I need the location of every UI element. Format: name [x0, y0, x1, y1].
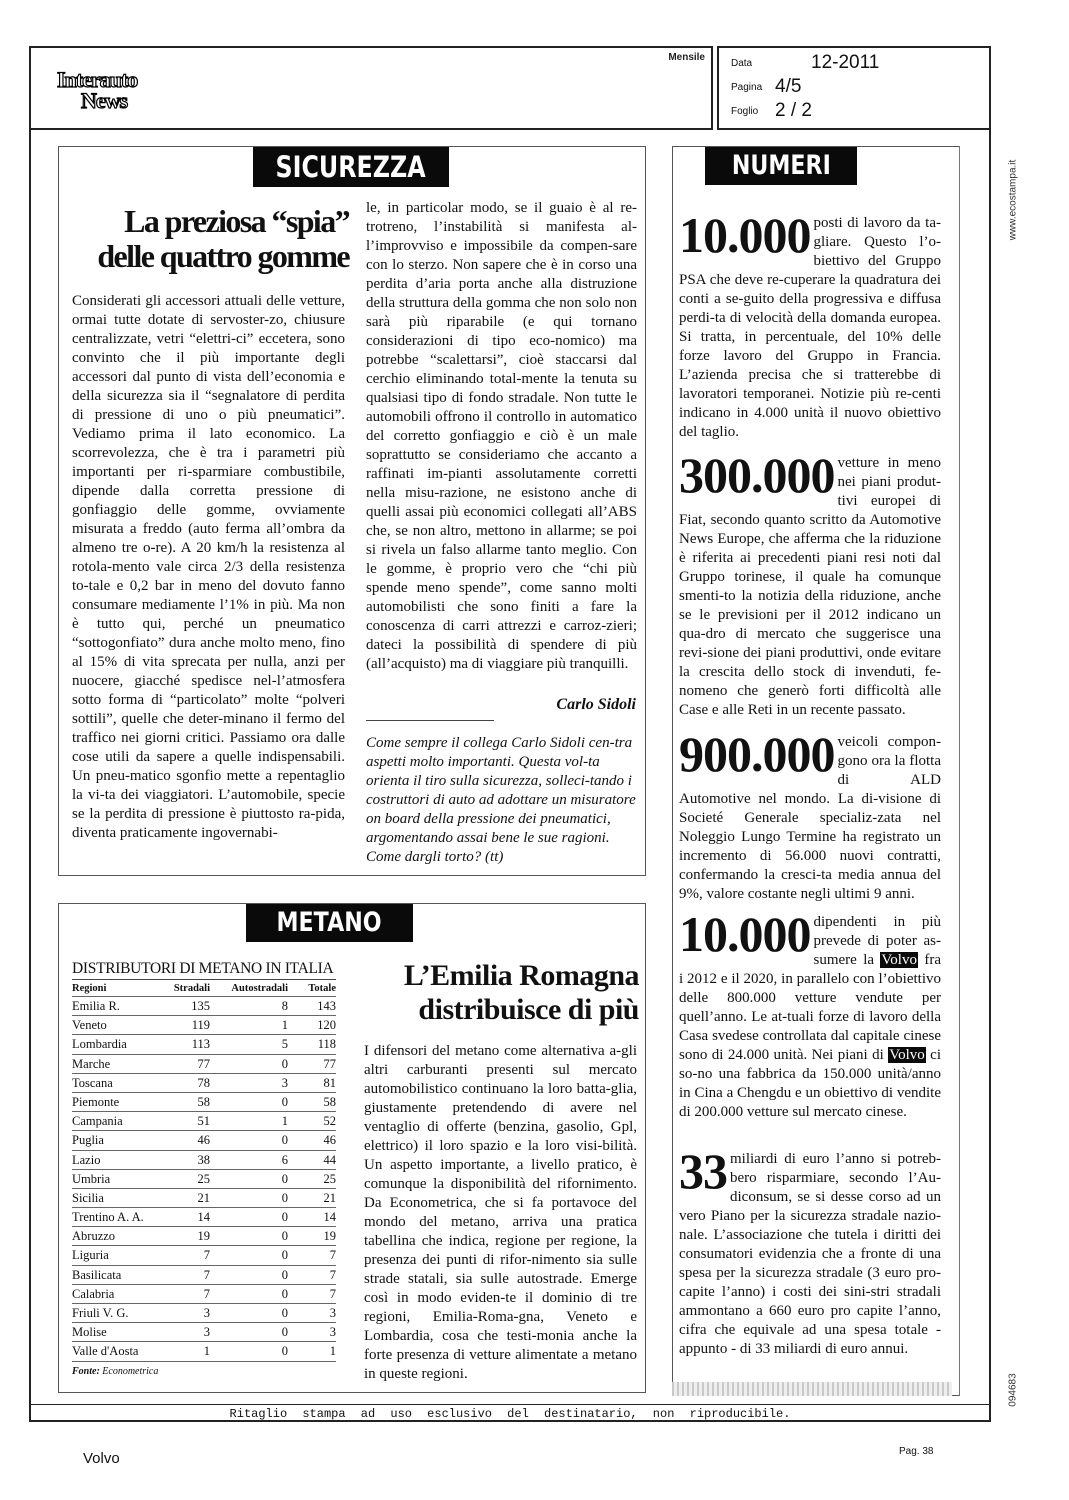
table-cell: 25 — [323, 1171, 336, 1186]
key-figure: 300.000 — [679, 447, 835, 503]
section-tag-numeri: NUMERI — [705, 147, 857, 185]
table-cell: 14 — [323, 1210, 336, 1225]
table-cell: 21 — [323, 1190, 336, 1205]
table-cell: Abruzzo — [72, 1229, 116, 1244]
table-cell: Marche — [72, 1056, 111, 1071]
table-cell: Valle d'Aosta — [72, 1344, 139, 1359]
table-row — [72, 1246, 336, 1265]
table-cell: Basilicata — [72, 1267, 122, 1282]
table-cell: 52 — [323, 1114, 336, 1129]
section-tag-metano: METANO — [246, 904, 413, 942]
table-cell: 0 — [281, 1133, 288, 1148]
table-header: Regioni Stradali Autostradali Totale — [72, 980, 336, 997]
table-cell: 3 — [329, 1306, 336, 1320]
table-cell: 14 — [197, 1210, 210, 1225]
table-cell: 1 — [329, 1344, 336, 1359]
table-cell: 58 — [323, 1094, 336, 1109]
table-cell: Sicilia — [72, 1190, 104, 1205]
table-cell: 0 — [281, 1229, 288, 1244]
table-cell: 0 — [281, 1190, 288, 1205]
numeri-item: 10.000 dipendenti in più prevede di poter as-sumere la Volvo fra i 2012 e il 2020, in parallelo con l’obiettivo delle 800.000 vetture vendute per quell’anno. Le at-tuali forze di lavoro della Casa svedese controllata dal capitale cinese sono di 24.000 unità. Nei piani di Volvo ci so-no una fabbrica da 150.000 unità/anno in Cina a Chengdu e un obiettivo di vendite di 200.000 vetture sul mercato cinese. — [679, 906, 941, 1120]
table-row — [72, 1074, 336, 1093]
table-cell: Emilia R. — [72, 999, 120, 1013]
article-metano — [58, 903, 646, 1393]
table-cell: 0 — [281, 1171, 288, 1186]
table-cell: 113 — [191, 1037, 210, 1052]
table-cell: 7 — [203, 1267, 210, 1282]
table-cell: 0 — [281, 1267, 288, 1282]
table-row — [72, 1189, 336, 1208]
table-cell: 3 — [329, 1325, 336, 1340]
table-cell: 1 — [281, 1018, 288, 1033]
key-figure: 33 — [679, 1143, 727, 1199]
table-row — [72, 1112, 336, 1131]
table-cell: Puglia — [72, 1133, 104, 1148]
table-cell: 5 — [281, 1037, 288, 1052]
highlighted-keyword: Volvo — [881, 952, 917, 968]
headline-metano: L’Emilia Romagna distribuisce di più — [403, 959, 639, 1026]
table-cell: 46 — [323, 1133, 336, 1148]
table-row — [72, 1055, 336, 1074]
table-row — [72, 1016, 336, 1035]
headline-sicurezza: La preziosa “spia” delle quattro gomme — [97, 203, 349, 275]
table-cell: Molise — [72, 1325, 107, 1340]
table-cell: 81 — [323, 1075, 336, 1090]
table-cell: Lombardia — [72, 1037, 127, 1052]
table-row — [72, 1304, 336, 1323]
table-row — [72, 1035, 336, 1054]
table-row — [72, 1266, 336, 1285]
table-cell: 7 — [329, 1248, 336, 1263]
table-cell: 0 — [281, 1306, 288, 1320]
table-cell: Calabria — [72, 1286, 115, 1301]
table-cell: 3 — [203, 1306, 210, 1320]
table-cell: Lazio — [72, 1152, 101, 1167]
table-cell: Trentino A. A. — [72, 1210, 144, 1225]
byline: Carlo Sidoli — [556, 696, 636, 713]
table-cell: Toscana — [72, 1075, 113, 1090]
table-cell: 118 — [317, 1037, 336, 1052]
table-cell: Veneto — [72, 1018, 107, 1033]
table-cell: 78 — [197, 1075, 210, 1090]
side-code: 094683 — [1007, 1373, 1019, 1407]
table-cell: 7 — [329, 1267, 336, 1282]
numeri-item: 33 miliardi di euro l’anno si potreb-bero risparmiare, secondo l’Au-diconsum, se si desse corso ad un vero Piano per la sicurezza stradale nazio-nale. L’associazione che tutela i diritti dei consumatori evidenzia che a fronte di una spesa per la sicurezza stradale (3 euro pro-capite l’anno) i costi dei sini-stri stradali ammontano a 660 euro pro capite l’anno, cifra che equivale ad una spesa totale - appunto - di 33 miliardi di euro annui. — [679, 1143, 941, 1357]
table-cell: 19 — [323, 1229, 336, 1244]
table-cell: 44 — [323, 1152, 336, 1167]
table-body — [72, 997, 336, 1362]
numeri-item: 300.000 vetture in meno nei piani produt-tivi europei di Fiat, secondo quanto scritto da Automotive News Europe, che afferma che la riduzione è riferita ai precedenti piani resi noti dal Gruppo torinese, il quale ha comunque smenti-to la notizia della riduzione, anche se le previsioni per il 2012 indicano un qua-dro di mercato che suggerisce una revi-sione dei piani produttivi, onde evitare la crescita dello stock di invenduti, fe-nomeno che generò forti difficoltà alle Case e alle Reti in un recente passato. — [679, 447, 941, 718]
table-cell: 19 — [197, 1229, 210, 1244]
side-url: www.ecostampa.it — [1007, 159, 1019, 241]
table-cell: 3 — [203, 1325, 210, 1340]
table-cell: Piemonte — [72, 1094, 120, 1109]
table-cell: Liguria — [72, 1248, 109, 1263]
table-cell: 0 — [281, 1210, 288, 1225]
table-cell: Friuli V. G. — [72, 1306, 129, 1320]
table-cell: 7 — [329, 1286, 336, 1301]
table-cell: Umbria — [72, 1171, 111, 1186]
article-body: I difensori del metano come alternativa a-gli altri carburanti presenti sul mercato automobilistico continuano la loro batta-glia, giustamente pretendendo di avere nel ventaglio di offerte (benzina, gasolio, Gpl, elettrico) il loro spazio e la loro visi-bilità. Un aspetto importante, a livello pratico, è comunque la disponibilità del rifornimento. Da Econometrica, che si fa portavoce del mondo del metano, arriva una pratica tabellina che indica, regione per regione, la presenza dei punti di rifor-nimento sia sulle strade statali, sia sulle autostrade. Emerge così in modo eviden-te il dominio di tre regioni, Emilia-Roma-gna, Veneto e Lombardia, cosa che testi-monia anche la forte presenza di vetture alimentate a metano in queste regioni. — [364, 1043, 637, 1382]
table-row — [72, 1093, 336, 1112]
issue-meta: Data 12-2011 Pagina 4/5 Foglio 2 / 2 — [717, 46, 991, 130]
table-cell: 21 — [197, 1190, 210, 1205]
frequency-label: Mensile — [668, 52, 705, 63]
sidebar-numeri — [672, 146, 960, 1396]
table-cell: 25 — [197, 1171, 210, 1186]
client-brand: Volvo — [83, 1450, 120, 1467]
table-cell: 8 — [281, 999, 288, 1013]
table-row — [72, 997, 336, 1016]
table-cell: 143 — [317, 999, 336, 1013]
table-row — [72, 1151, 336, 1170]
key-figure: 10.000 — [679, 207, 811, 263]
table-row — [72, 1131, 336, 1150]
table-row — [72, 1227, 336, 1246]
article-sicurezza — [58, 146, 646, 876]
table-cell: 46 — [197, 1133, 210, 1148]
table-cell: 51 — [197, 1114, 210, 1129]
numeri-item: 900.000 veicoli compon-gono ora la flotta di ALD Automotive nel mondo. La di-visione di Societé Generale specializ-zata nel Noleggio Lungo Termine ha registrato un incremento di 56.000 nuovi contratti, confermando la cresci-ta media annua del 9%, valore costante negli ultimi 9 anni. — [679, 726, 941, 902]
key-figure: 900.000 — [679, 726, 835, 782]
scan-artifact — [672, 1382, 952, 1396]
table-cell: 7 — [203, 1286, 210, 1301]
table-cell: 1 — [203, 1344, 210, 1359]
methane-stations-table — [72, 960, 336, 1377]
copyright-notice: Ritaglio stampa ad uso esclusivo del destinatario, non riproducibile. — [29, 1404, 991, 1422]
table-cell: 38 — [197, 1152, 210, 1167]
table-cell: 7 — [203, 1248, 210, 1263]
table-cell: 1 — [281, 1114, 288, 1129]
table-cell: 3 — [281, 1075, 288, 1090]
table-row — [72, 1285, 336, 1304]
table-row — [72, 1342, 336, 1361]
table-cell: 0 — [281, 1286, 288, 1301]
masthead — [29, 46, 713, 130]
numeri-item: 10.000 posti di lavoro da ta-gliare. Questo l’o-biettivo del Gruppo PSA che deve re-cuperare la quadratura dei conti a se-guito della progressiva e diffusa perdi-ta di velocità della domanda europea. Si tratta, in percentuale, del 10% delle forze lavoro del Gruppo in Francia. L’azienda precisa che si tratterebbe di lavoratori temporanei. Notizie più re-centi indicano in 4.000 unità il nuovo obiettivo del taglio. — [679, 207, 941, 440]
table-row — [72, 1170, 336, 1189]
table-cell: 0 — [281, 1344, 288, 1359]
section-tag-sicurezza: SICUREZZA — [253, 147, 449, 187]
table-row — [72, 1323, 336, 1342]
article-column-2: le, in particolar modo, se il guaio è al re-trotreno, l’instabilità si manifesta al-l’improvviso e impossibile da compen-sare con lo sterzo. Non sapere che è in corso una perdita d’aria porta anche alla distruzione della struttura della gomma che non solo non sarà più riparabile (e qui tornano considerazioni di tipo eco-nomico) ma potrebbe “scalettarsi”, cioè staccarsi dal cerchio eliminando total-mente la tenuta su qualsiasi tipo di fondo stradale. Non tutte le automobili offrono il controllo in automatico del corretto gonfiaggio e ciò è un male soprattutto se consideriamo che accanto a raffinati im-pianti assolutamente corretti nella misu-razione, ne esistono anche di quelli assai più economici collegati all’ABS che, se non altro, mettono in allarme; se poi si rivela un falso allarme tanto meglio. Con le gomme, è proprio vero che “chi più spende meno spende”, come sanno molti automobilisti che sono finiti a fare la conoscenza di carri attrezzi e carroz-zieri; dateci la possibilità di spendere di più (all’acquisto) ma di viaggiare più tranquilli. — [366, 200, 637, 672]
highlighted-keyword: Volvo — [889, 1047, 925, 1063]
table-cell: 135 — [191, 999, 210, 1013]
table-cell: 119 — [191, 1018, 210, 1033]
table-cell: 0 — [281, 1325, 288, 1340]
table-cell: 120 — [317, 1018, 336, 1033]
table-cell: 0 — [281, 1248, 288, 1263]
table-title: DISTRIBUTORI DI METANO IN ITALIA — [72, 960, 336, 980]
article-column-1: Considerati gli accessori attuali delle vetture, ormai tutte dotate di servoster-zo, chiusure centralizzate, vetri “elettri-ci” eccetera, sono convinto che il più importante degli accessori dal punto di vista dell’economia e della sicurezza sia il “segnalatore di perdita di pressione di uno o più pneumatici”. Vediamo prima il lato economico. La scorrevolezza, che è tra i parametri più importanti per ri-sparmiare combustibile, dipende dalla corretta pressione di gonfiaggio delle gomme, ovviamente misurata a freddo (auto ferma all’ombra da almeno tre o-re). A 20 km/h la resistenza al rotola-mento vale circa 2/3 della resistenza to-tale e 0,2 bar in meno del dovuto fanno consumare mediamente l’1% in più. Ma non è tutto qui, perché un pneumatico “sottogonfiato” dura anche molto meno, fino al 15% di vita sprecata per nulla, anzi per nuocere, giacché spedisce nel-l’atmosfera sotto forma di “particolato” molte “polveri sottili”, quelle che deter-minano il fermo del traffico nei giorni critici. Passiamo ora dalle cose utili da sapere a quelle indispensabili. Un pneu-matico sgonfio mette a repentaglio la vi-ta dei viaggiatori. L’automobile, specie se la perdita di pressione è piuttosto ra-pida, diventa praticamente ingovernabi- — [72, 293, 345, 841]
table-cell: 58 — [197, 1094, 210, 1109]
table-cell: 0 — [281, 1094, 288, 1109]
divider — [366, 720, 494, 721]
table-cell: 0 — [281, 1056, 288, 1071]
publication-logo: Interauto News — [57, 67, 138, 113]
page-number: Pag. 38 — [899, 1446, 934, 1457]
table-cell: Campania — [72, 1114, 123, 1129]
table-cell: 77 — [197, 1056, 210, 1071]
table-cell: 6 — [281, 1152, 288, 1167]
key-figure: 10.000 — [679, 906, 811, 962]
table-cell: 77 — [323, 1056, 336, 1071]
table-row — [72, 1208, 336, 1227]
editor-note: Come sempre il collega Carlo Sidoli cen-tra aspetti molto importanti. Questa vol-ta orienta il tiro sulla sicurezza, solleci-tando i costruttori di auto ad adottare un misuratore on board della pressione dei pneumatici, argomentando assai bene le sue ragioni. Come dargli torto? (tt) — [366, 735, 636, 865]
table-source: Fonte: Econometrica — [72, 1365, 159, 1377]
